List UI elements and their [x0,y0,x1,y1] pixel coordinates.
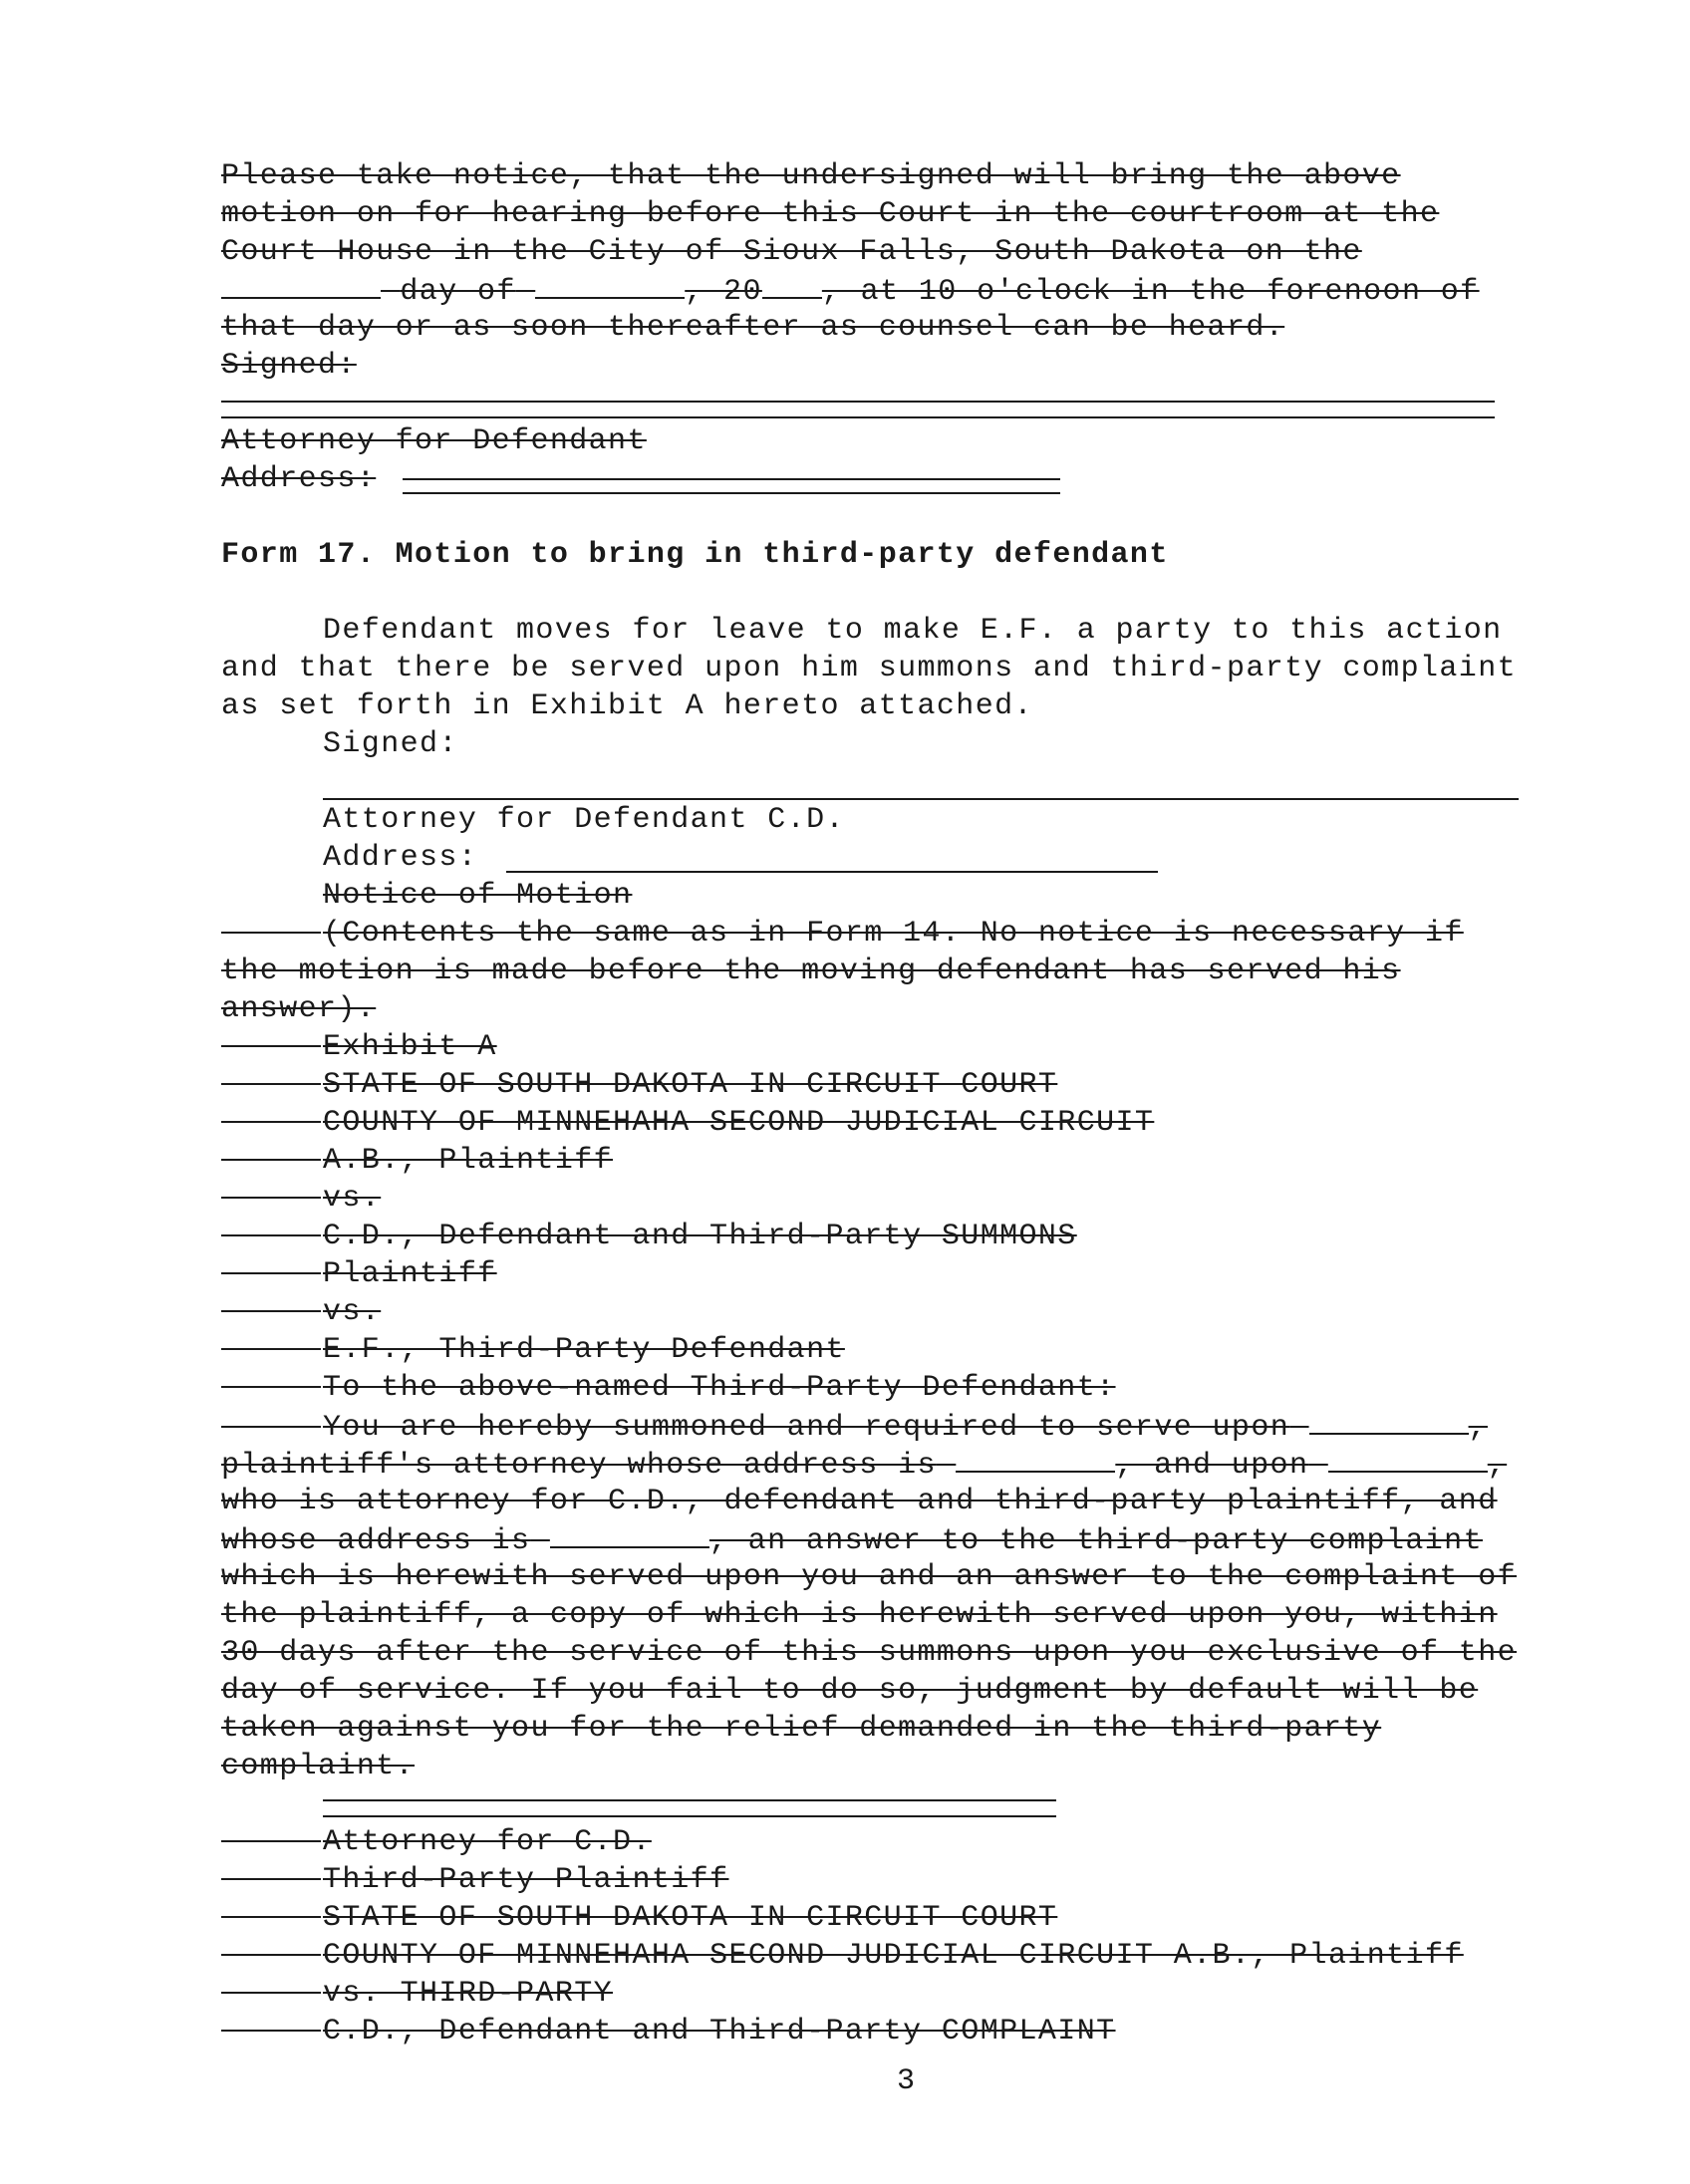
complaint-caption-line: Attorney for C.D. [221,1823,652,1861]
exhibit-caption-line: Plaintiff [221,1255,497,1293]
exhibit-caption-line: vs. [221,1180,381,1218]
notice-year-prefix: , 20 [685,275,762,309]
address-line [403,478,1060,480]
summons-line: which is herewith served upon you and an answer to the complaint of [221,1560,1517,1594]
exhibit-caption-line: A.B., Plaintiff [221,1142,613,1180]
page-number: 3 [897,2064,916,2098]
exhibit-caption-line: C.D., Defendant and Third-Party SUMMONS [221,1218,1077,1255]
notice-line: Please take notice, that the undersigned will bring the above [221,159,1401,193]
blank-month [535,271,685,299]
motion-body-line: as set forth in Exhibit A hereto attached. [221,689,1033,723]
motion-body-line: and that there be served upon him summons and third-party complaint [221,652,1517,685]
complaint-caption-line: Third-Party Plaintiff [221,1861,728,1899]
notice-day-of: day of [400,275,516,309]
exhibit-caption-line: E.F., Third-Party Defendant [221,1331,845,1369]
notice-attorney: Attorney for Defendant [221,424,647,458]
exhibit-caption-line: Exhibit A [221,1028,497,1066]
blank-attorney [1309,1407,1469,1435]
address-line [506,871,1158,873]
summons-line: plaintiff's attorney whose address is , and upon , [221,1445,1507,1485]
form-heading: Form 17. Motion to bring in third-party defendant [221,538,1169,572]
blank-address [956,1445,1115,1473]
exhibit-caption-line: vs. [221,1293,381,1331]
exhibit-caption-line: COUNTY OF MINNEHAHA SECOND JUDICIAL CIRCUIT [221,1104,1154,1142]
signature-line [323,1815,1056,1817]
notice-address-label: Address: [221,462,377,496]
complaint-caption-line: vs. THIRD-PARTY [221,1975,613,2013]
blank-address [550,1520,709,1548]
complaint-caption-line: STATE OF SOUTH DAKOTA IN CIRCUIT COURT [221,1899,1057,1937]
summons-line: taken against you for the relief demanded in the third-party [221,1712,1382,1746]
notice-line: motion on for hearing before this Court in the courtroom at the [221,197,1440,231]
summons-line: You are hereby summoned and required to serve upon , [221,1407,1488,1447]
exhibit-caption-line: STATE OF SOUTH DAKOTA IN CIRCUIT COURT [221,1066,1057,1104]
complaint-caption-line: C.D., Defendant and Third-Party COMPLAINT [221,2013,1116,2050]
notice-time: , at 10 o'clock in the forenoon of [821,275,1480,309]
motion-attorney: Attorney for Defendant C.D. [323,803,845,837]
motion-body-line: Defendant moves for leave to make E.F. a party to this action [323,614,1503,648]
address-line [403,492,1060,494]
notice-of-motion-text: answer). [221,992,377,1026]
summons-line: 30 days after the service of this summons upon you exclusive of the [221,1636,1517,1670]
notice-line: that day or as soon thereafter as counsel can be heard. [221,311,1285,345]
signature-line [221,401,1495,403]
signature-line [323,1799,1056,1801]
signature-line [221,416,1495,418]
motion-signed: Signed: [323,727,458,761]
notice-date-line [221,271,1480,311]
summons-line: the plaintiff, a copy of which is herewith served upon you, within [221,1598,1498,1632]
notice-signed: Signed: [221,349,357,383]
notice-of-motion-title: Notice of Motion [323,879,633,913]
summons-line: who is attorney for C.D., defendant and third-party plaintiff, and [221,1485,1498,1518]
notice-of-motion-text: the motion is made before the moving defendant has served his [221,955,1401,988]
summons-line: whose address is , an answer to the third-party complaint [221,1520,1483,1560]
complaint-caption-line: COUNTY OF MINNEHAHA SECOND JUDICIAL CIRCUIT A.B., Plaintiff [221,1937,1464,1975]
blank-year [762,271,822,299]
blank-day [221,271,381,299]
signature-line [323,798,1519,800]
motion-address-label: Address: [323,841,478,875]
blank-attorney [1328,1445,1488,1473]
notice-of-motion-text: (Contents the same as in Form 14. No notice is necessary if [221,915,1464,953]
summons-line: complaint. [221,1750,416,1783]
exhibit-caption-line: To the above-named Third-Party Defendant: [221,1369,1116,1407]
notice-line: Court House in the City of Sioux Falls, South Dakota on the [221,235,1362,269]
summons-line: day of service. If you fail to do so, judgment by default will be [221,1674,1479,1708]
